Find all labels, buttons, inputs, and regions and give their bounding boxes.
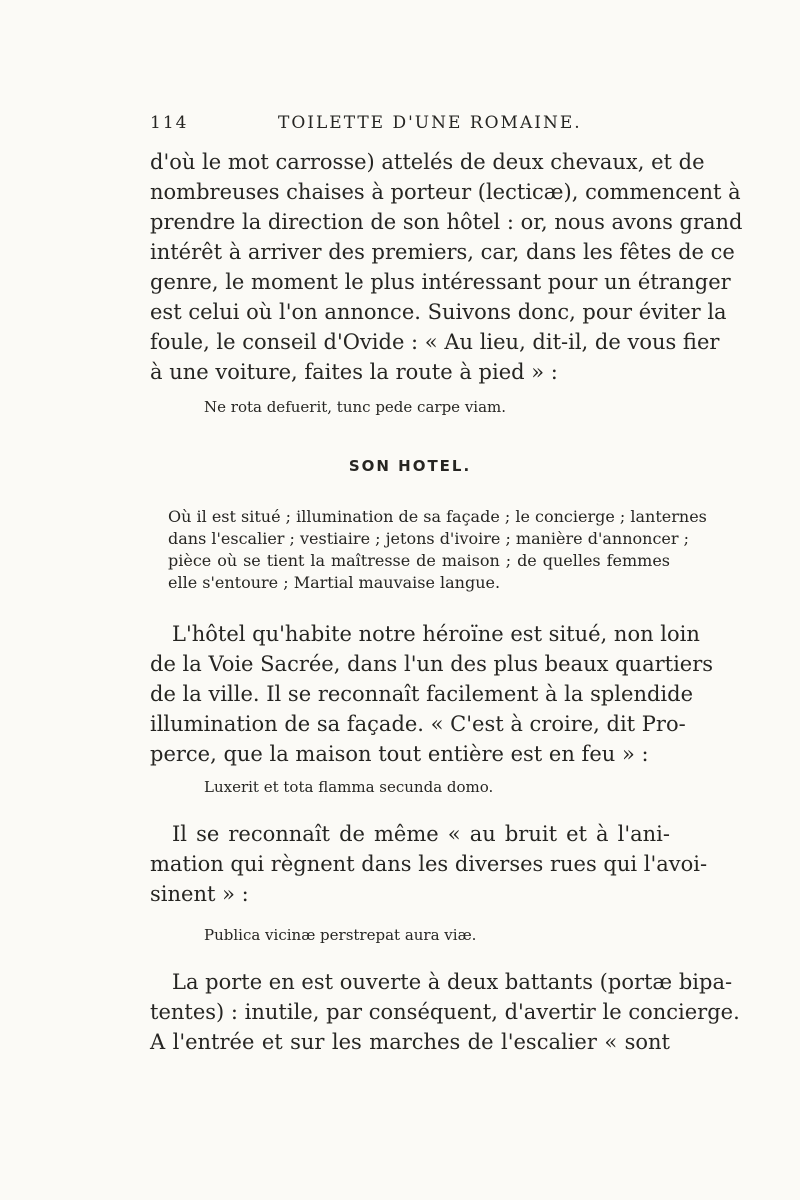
latin-quote: Ne rota defuerit, tunc pede carpe viam. <box>204 398 507 416</box>
text-line: nombreuses chaises à porteur (lecticæ), commencent à <box>150 180 741 204</box>
summary-line: pièce où se tient la maîtresse de maison ; de quelles femmes <box>168 551 670 570</box>
text-line: La porte en est ouverte à deux battants (portæ bipa- <box>172 970 733 994</box>
text-line: illumination de sa façade. « C'est à croire, dit Pro- <box>150 712 686 736</box>
text-line: est celui où l'on annonce. Suivons donc, pour éviter la <box>150 300 727 324</box>
running-title: TOILETTE D'UNE ROMAINE. <box>278 113 582 133</box>
text-line: perce, que la maison tout entière est en feu » : <box>150 742 649 766</box>
section-title: SON HOTEL. <box>348 457 472 475</box>
page-number: 114 <box>150 113 189 133</box>
summary-line: dans l'escalier ; vestiaire ; jetons d'ivoire ; manière d'annoncer ; <box>168 529 689 548</box>
text-line: foule, le conseil d'Ovide : « Au lieu, dit-il, de vous fier <box>150 330 720 354</box>
text-line: genre, le moment le plus intéressant pour un étranger <box>150 270 731 294</box>
latin-quote: Luxerit et tota flamma secunda domo. <box>204 778 494 796</box>
text-line: à une voiture, faites la route à pied » : <box>150 360 558 384</box>
summary-line: Où il est situé ; illumination de sa façade ; le concierge ; lanternes <box>168 507 707 526</box>
text-line: tentes) : inutile, par conséquent, d'avertir le concierge. <box>150 1000 740 1024</box>
text-line: de la ville. Il se reconnaît facilement à la splendide <box>150 682 694 706</box>
text-line: sinent » : <box>150 882 249 906</box>
book-page <box>150 0 743 1200</box>
text-line: d'où le mot carrosse) attelés de deux chevaux, et de <box>150 150 705 174</box>
summary-line: elle s'entoure ; Martial mauvaise langue. <box>168 573 501 592</box>
text-line: mation qui règnent dans les diverses rues qui l'avoi- <box>150 852 708 876</box>
text-line: Il se reconnaît de même « au bruit et à l'ani- <box>172 822 670 846</box>
latin-quote: Publica vicinæ perstrepat aura viæ. <box>204 926 477 944</box>
text-line: prendre la direction de son hôtel : or, nous avons grand <box>150 210 743 234</box>
text-line: A l'entrée et sur les marches de l'escalier « sont <box>150 1030 670 1054</box>
text-line: de la Voie Sacrée, dans l'un des plus beaux quartiers <box>150 652 714 676</box>
text-line: intérêt à arriver des premiers, car, dans les fêtes de ce <box>150 240 735 264</box>
text-line: L'hôtel qu'habite notre héroïne est situé, non loin <box>172 622 700 646</box>
page-header <box>150 113 670 143</box>
